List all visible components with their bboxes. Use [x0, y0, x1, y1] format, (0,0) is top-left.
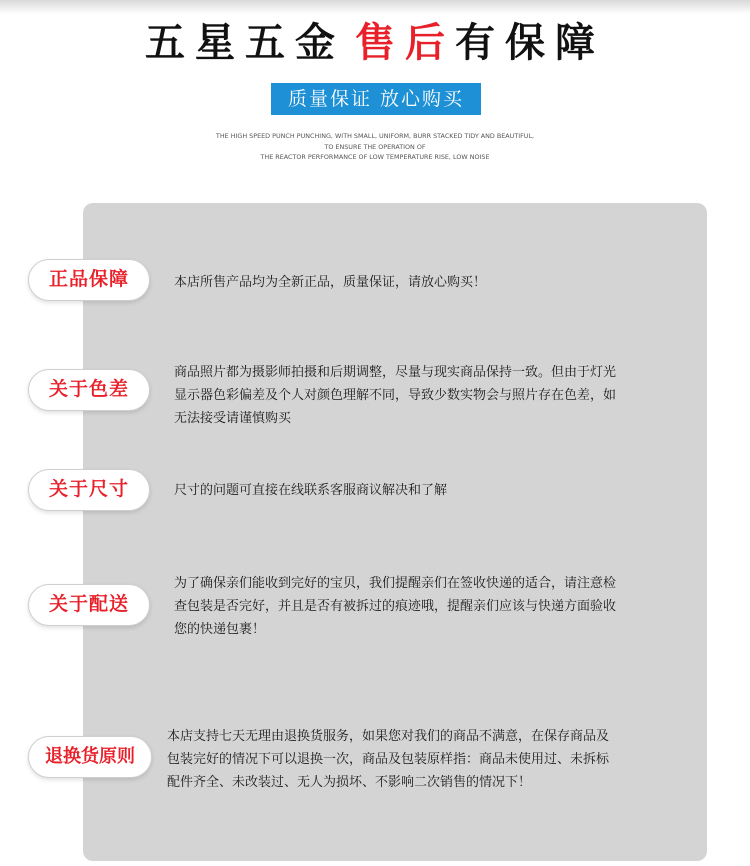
section-text-size: [174, 479, 447, 502]
text-line: 显示器色彩偏差及个人对颜色理解不同，导致少数实物会与照片存在色差，如: [174, 388, 617, 403]
page-title: [0, 18, 750, 68]
text-line: 您的快递包裹！: [174, 622, 266, 637]
section-text-color: [174, 361, 616, 430]
text-line: 无法接受请谨慎购买: [174, 411, 292, 426]
label-size: 关于尺寸: [28, 469, 150, 511]
label-delivery: 关于配送: [28, 584, 150, 626]
section-text-genuine: [174, 271, 486, 294]
section-text-delivery: [174, 572, 616, 641]
english-subtitle: [180, 131, 570, 163]
title-part-1: 五星五金: [145, 20, 345, 66]
text-line: 包装完好的情况下可以退换一次，商品及包装原样指：商品未使用过、未拆标: [167, 752, 610, 767]
text-line: 配件齐全、未改装过、无人为损坏、不影响二次销售的情况下！: [167, 775, 532, 790]
text-line: 为了确保亲们能收到完好的宝贝，我们提醒亲们在签收快递的适合，请注意检: [174, 576, 617, 591]
text-line: 商品照片都为摄影师拍摄和后期调整，尽量与现实商品保持一致。但由于灯光: [174, 365, 617, 380]
quality-badge: 质量保证 放心购买: [271, 83, 481, 115]
text-line: 尺寸的问题可直接在线联系客服商议解决和了解: [174, 483, 448, 498]
top-shadow: [0, 0, 750, 14]
title-part-2: 有保障: [455, 20, 605, 66]
title-part-highlight: 售后: [355, 20, 455, 66]
label-color-difference: 关于色差: [28, 369, 150, 411]
text-line: 查包装是否完好，并且是否有被拆过的痕迹哦，提醒亲们应该与快递方面验收: [174, 599, 617, 614]
text-line: 本店支持七天无理由退换货服务，如果您对我们的商品不满意，在保存商品及: [167, 729, 610, 744]
text-line: 本店所售产品均为全新正品，质量保证，请放心购买！: [174, 275, 487, 290]
label-return-policy: 退换货原则: [28, 736, 152, 778]
label-genuine-guarantee: 正品保障: [28, 259, 150, 301]
subtitle-line: THE REACTOR PERFORMANCE OF LOW TEMPERATURE RISE, LOW NOISE: [260, 153, 490, 161]
subtitle-line: THE HIGH SPEED PUNCH PUNCHING, WITH SMALL, UNIFORM, BURR STACKED TIDY AND BEAUTIFUL,: [215, 132, 535, 140]
section-text-return: [167, 725, 609, 794]
subtitle-line: TO ENSURE THE OPERATION OF: [324, 142, 426, 151]
